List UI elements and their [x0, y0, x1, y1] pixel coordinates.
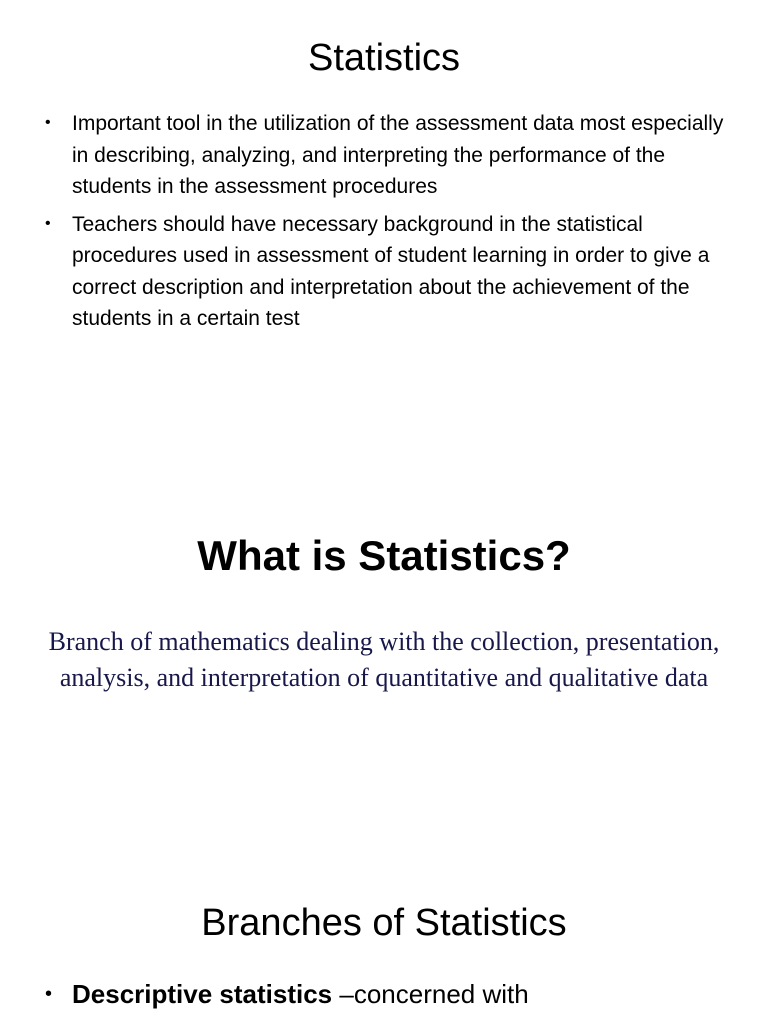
bullet-icon: • — [45, 114, 51, 131]
bullet-text: –concerned with — [332, 979, 529, 1009]
slide-branches-of-statistics — [0, 860, 768, 1024]
slide-title: Statistics — [307, 37, 461, 79]
slide-statistics — [0, 0, 768, 400]
bullet-item — [45, 108, 745, 203]
bullet-list — [45, 975, 765, 1013]
bullet-term: Descriptive statistics — [72, 979, 333, 1009]
slide-title: What is Statistics? — [197, 532, 571, 579]
slide-what-is-statistics — [0, 400, 768, 860]
definition-text: Branch of mathematics dealing with the collection, presentation, analysis, and interpretation of quantitative and qualitative data — [48, 627, 720, 692]
bullet-text: Teachers should have necessary background in the statistical procedures used in assessment of student learning in order to give a correct description and interpretation about the achievement of the students in a certain test — [72, 212, 710, 330]
bullet-item — [45, 209, 745, 335]
bullet-text: Important tool in the utilization of the assessment data most especially in describing, analyzing, and interpreting the performance of the students in the assessment procedures — [72, 112, 724, 198]
bullet-icon: • — [45, 983, 53, 1005]
bullet-icon: • — [45, 214, 51, 232]
slide-title: Branches of Statistics — [201, 902, 567, 944]
bullet-item — [45, 975, 765, 1013]
bullet-list — [45, 108, 745, 341]
